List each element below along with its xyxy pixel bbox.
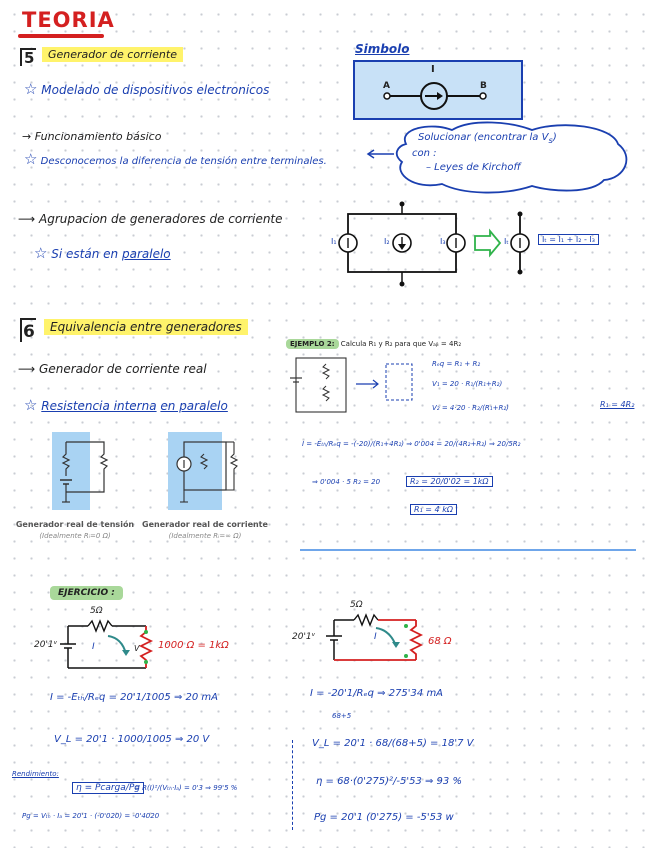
paralelo-word: paralelo [121, 247, 171, 261]
voltage-generator-caption: Generador real de tensión [15, 520, 135, 529]
req-eq-2: V₁ = 20 · R₁/(R₁+R₂) [432, 380, 503, 388]
i3-label: I₃ [440, 237, 446, 246]
parallel-sources-circuit [330, 200, 630, 290]
paralelo-line [34, 244, 171, 262]
r2-eq: ⇒ 0'004 · 5 R₂ = 20 [312, 478, 381, 486]
resistencia-line [24, 396, 228, 414]
resistencia-b: en paralelo [160, 399, 228, 413]
current-eq: I = -Eₜₕ/Rₑq = -(-20)/(R₁+4R₂) ⇒ 0'004 = 20/(4R₂+R₂) ⇒ 20/5R₂ [302, 440, 521, 448]
i1-label: I₁ [331, 237, 337, 246]
req-eq-3: V₂ = 4·20 · R₂/(R₁+R₂) [432, 404, 509, 412]
section-5-number: 5 [24, 49, 35, 67]
voltage-generator-caption-sub: (Idealmente Rᵢ=0 Ω) [39, 532, 111, 540]
section-6-number: 6 [23, 322, 35, 342]
right-current-label: I [374, 632, 377, 642]
arrow-right-icon: ⟶ [18, 212, 36, 226]
right-current-calc: I = -20'1/Rₑq ⇒ 275'34 mA [310, 688, 444, 699]
right-load-label: 68 Ω [428, 636, 452, 647]
desconocemos-line [24, 150, 327, 168]
cloud-text-1-end: ) [552, 132, 557, 143]
page-title: TEORIA [22, 8, 115, 32]
agrupacion-line [18, 212, 283, 226]
cloud-text-1: Solucionar (encontrar la V [418, 132, 549, 143]
right-req: 68+5 [332, 712, 352, 720]
vertical-divider [292, 740, 293, 830]
req-result: R₁ = 4R₂ [600, 400, 635, 409]
i2-label: I₂ [384, 237, 390, 246]
rend-calc-box: η = Pcarga/Pg [72, 782, 144, 794]
right-voltage-label: 20'1ᵛ [292, 632, 316, 642]
symbol-node-b: B [480, 81, 487, 91]
left-voltage-label: 20'1ᵛ [34, 640, 58, 650]
ejemplo-circuit [286, 354, 446, 418]
ejercicio-tag-text: EJERCICIO : [50, 586, 123, 600]
section-6-heading-text: Equivalencia entre generadores [44, 319, 248, 335]
star-icon: ☆ [24, 150, 38, 168]
desconocemos-text: Desconocemos la diferencia de tensión entre terminales. [40, 156, 327, 167]
real-text: Generador de corriente real [39, 362, 207, 376]
voltage-generator-diagram [46, 432, 126, 514]
arrow-right-icon: → [22, 130, 32, 143]
paralelo-prefix: Si están en [51, 247, 119, 261]
r1-result: R₁ = 4 kΩ [410, 504, 457, 515]
modelado-line [24, 80, 269, 98]
cloud-line-2: con : [412, 148, 437, 159]
ejercicio-tag [50, 588, 123, 598]
ejemplo-tag: EJEMPLO 2: [286, 339, 339, 349]
funcionamiento-line [22, 130, 161, 143]
left-current-label: I [92, 642, 95, 652]
section-6-heading [44, 320, 248, 334]
req-eq-1: Rₑq = R₁ + R₂ [432, 360, 481, 368]
left-current-calc: I = -Eₜₕ/Rₑq = 20'1/1005 ⇒ 20 mA [50, 692, 218, 703]
symbol-node-a: A [383, 81, 390, 91]
cloud-line-1 [418, 132, 557, 145]
rend-label: Rendimiento: [12, 770, 59, 778]
ejemplo-text: Calcula R₁ y R₂ para que Vₐᵦ = 4R₂ [340, 340, 462, 348]
it-label: Iₜ [504, 237, 509, 246]
agrupacion-text: Agrupacion de generadores de corriente [39, 212, 283, 226]
current-generator-caption-sub: (Idealmente Rᵢ=∞ Ω) [168, 532, 242, 540]
star-icon: ☆ [34, 244, 48, 262]
right-circuit [306, 604, 506, 674]
left-load-label: 1000 Ω = 1kΩ [158, 640, 229, 651]
cloud-sub: s [548, 135, 553, 145]
ejemplo-header [286, 340, 461, 348]
simbolo-label: Simbolo [355, 42, 410, 56]
funcionamiento-text: Funcionamiento básico [34, 130, 162, 143]
current-source-symbol [353, 60, 519, 116]
section-5-heading [42, 48, 183, 61]
star-icon: ☆ [24, 80, 38, 98]
right-resistor-label: 5Ω [350, 600, 363, 610]
title-underline [18, 34, 104, 38]
left-vl-label: V [134, 644, 140, 653]
section-5-heading-text: Generador de corriente [42, 47, 183, 62]
left-vl-calc: V_L = 20'1 · 1000/1005 ⇒ 20 V [54, 734, 210, 745]
right-pg-calc: Pg = 20'1 (0'275) = -5'53 w [314, 812, 454, 823]
rend-calc-rest: = R(I)²/(Vₜₕ·Iₐ) = 0'3 ⇒ 99'5 % [134, 784, 238, 792]
resistencia-a: Resistencia interna [41, 399, 157, 413]
left-resistor-label: 5Ω [90, 606, 103, 616]
current-generator-caption: Generador real de corriente [142, 520, 268, 529]
star-icon: ☆ [24, 396, 38, 414]
formula-box: Iₜ = I₁ + I₂ - I₃ [538, 234, 599, 245]
right-vl-calc: V_L = 20'1 · 68/(68+5) = 18'7 V [312, 738, 474, 749]
r2-result: R₂ = 20/0'02 = 1kΩ [406, 476, 493, 487]
arrow-right-icon: ⟶ [18, 362, 36, 376]
cloud-line-3: – Leyes de Kirchoff [426, 162, 521, 173]
current-generator-diagram [168, 432, 248, 514]
modelado-text: Modelado de dispositivos electronicos [41, 83, 270, 97]
real-line [18, 362, 207, 376]
divider-line [300, 549, 636, 551]
symbol-current-label: I [431, 64, 435, 75]
right-eta-calc: η = 68·(0'275)²/-5'53 ⇒ 93 % [316, 776, 462, 787]
left-pg-calc: Pg = Vₜₕ · Iₐ = 20'1 · (-0'020) = -0'4020 [22, 812, 160, 820]
